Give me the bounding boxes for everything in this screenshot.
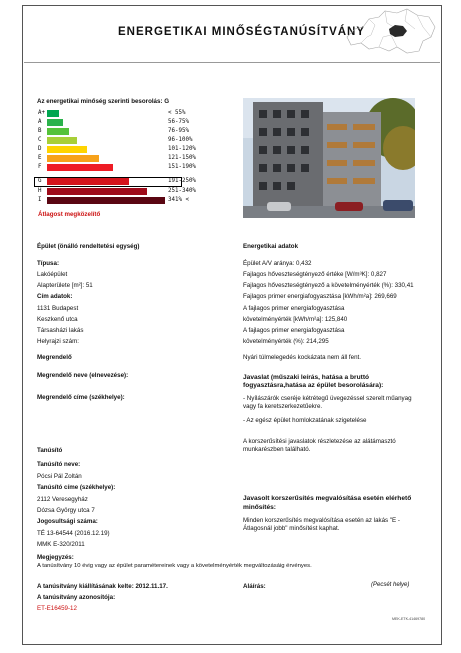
- summer-overheating-note: Nyári túlmelegedés kockázata nem áll fent.: [243, 354, 361, 361]
- proposal-heading: Javaslat (műszaki leírás, hatása a bruttó fogyasztásra,hatása az épület besorolására):: [243, 374, 384, 389]
- building-photo: [243, 98, 415, 218]
- address-line: Helyrajzi szám:: [37, 338, 79, 345]
- notes-text: A tanúsítvány 10 évig vagy az épület paramétereinek vagy a követelményérték megváltozásáig érvényes.: [37, 563, 312, 569]
- address-line: 1131 Budapest: [37, 305, 79, 312]
- rights-number: TÉ 13-64544 (2016.12.19): [37, 530, 110, 537]
- energy-line: követelményérték (%): 214,295: [243, 338, 329, 345]
- client-heading: Megrendelő: [37, 354, 72, 361]
- building-heading: Épület (önálló rendeltetési egység): [37, 243, 140, 250]
- class-label: G: [38, 178, 42, 184]
- class-label: B: [38, 128, 42, 134]
- certifier-address-line: 2112 Veresegyház: [37, 496, 88, 503]
- type-label: Típusa:: [37, 260, 60, 267]
- class-range: 96-100%: [168, 137, 193, 143]
- current-class-marker: [34, 177, 182, 187]
- class-range: 101-120%: [168, 146, 196, 152]
- class-range: 191-250%: [168, 178, 196, 184]
- certifier-address-line: Dózsa György utca 7: [37, 507, 95, 514]
- energy-line: A fajlagos primer energiafogyasztása: [243, 305, 345, 312]
- address-line: Társasházi lakás: [37, 327, 84, 334]
- class-range: 341% <: [168, 197, 189, 203]
- signature-label: Aláírás:: [243, 583, 266, 590]
- class-bar: [47, 137, 77, 144]
- class-bar: [47, 146, 87, 153]
- client-address-label: Megrendelő címe (székhelye):: [37, 394, 125, 401]
- certifier-name-label: Tanúsító neve:: [37, 461, 81, 468]
- type-value: Lakóépület: [37, 271, 68, 278]
- class-label: D: [38, 146, 42, 152]
- class-bar: [47, 164, 113, 171]
- class-range: 251-340%: [168, 188, 196, 194]
- class-range: 151-190%: [168, 164, 196, 170]
- class-bar: [47, 155, 99, 162]
- proposal-detail: A korszerűsítési javaslatok részletezése az alátámasztó munkarészben található.: [243, 438, 396, 453]
- class-label: E: [38, 155, 42, 161]
- address-line: Keszkenő utca: [37, 316, 78, 323]
- certifier-heading: Tanúsító: [37, 447, 63, 454]
- rating-note: Átlagost megközelítő: [38, 211, 101, 218]
- class-label: C: [38, 137, 42, 143]
- energy-heading: Energetikai adatok: [243, 243, 299, 250]
- energy-line: követelményérték [kWh/m²a]: 125,840: [243, 316, 348, 323]
- header-divider: [24, 62, 440, 63]
- class-label: H: [38, 188, 42, 194]
- class-bar: [47, 197, 165, 204]
- effect-heading: Javasolt korszerűsítés megvalósítása esetén elérhető minősítés:: [243, 495, 412, 511]
- energy-line: Fajlagos hőveszteségtényező a követelményérték (%): 330,41: [243, 282, 414, 289]
- class-label: I: [38, 197, 42, 203]
- class-label: F: [38, 164, 42, 170]
- energy-line: Fajlagos hőveszteségtényező értéke [W/m³K]: 0,827: [243, 271, 387, 278]
- class-range: 56-75%: [168, 119, 189, 125]
- notes-heading: Megjegyzés:: [37, 554, 74, 561]
- proposal-item: - Az egész épület homlokzatának szigetelése: [243, 417, 367, 424]
- class-range: 121-150%: [168, 155, 196, 161]
- client-name-label: Megrendelő neve (elnevezése):: [37, 372, 129, 379]
- stamp-placeholder: (Pecsét helye): [371, 582, 410, 588]
- class-bar: [47, 119, 63, 126]
- form-code: MEK-ETK-41469780: [392, 617, 426, 621]
- address-label: Cím adatok:: [37, 293, 73, 300]
- certifier-address-label: Tanúsító címe (székhelye):: [37, 484, 116, 491]
- class-bar: [47, 110, 59, 117]
- energy-line: Épület A/V aránya: 0,432: [243, 260, 312, 267]
- energy-line: Fajlagos primer energiafogyasztása [kWh/m²a]: 269,669: [243, 293, 397, 300]
- certificate-id: ET-E16459-12: [37, 605, 77, 612]
- hungary-map-icon: [345, 7, 437, 57]
- class-range: 76-95%: [168, 128, 189, 134]
- certifier-name: Pócsi Pál Zoltán: [37, 473, 82, 480]
- class-bar: [47, 188, 147, 195]
- energy-line: A fajlagos primer energiafogyasztása: [243, 327, 345, 334]
- rights-number: MMK E-320/2011: [37, 541, 85, 548]
- class-label: A: [38, 119, 42, 125]
- effect-text: Minden korszerűsítés megvalósítása esetén az lakás "E - Átlagosnál jobb" minősítést kaphat.: [243, 517, 400, 532]
- certificate-id-label: A tanúsítvány azonosítója:: [37, 594, 116, 601]
- rating-heading: Az energetikai minőség szerinti besorolás: G: [37, 98, 170, 105]
- floor-area: Alapterülete [m²]: 51: [37, 282, 93, 289]
- class-label: A+: [38, 110, 45, 116]
- proposal-item: - Nyílászárók cseréje kétrétegű üvegezéssel szerelt műanyag vagy fa keretszerkezetűekre.: [243, 395, 412, 410]
- document-title: ENERGETIKAI MINŐSÉGTANÚSÍTVÁNY: [118, 26, 366, 38]
- class-range: < 55%: [168, 110, 186, 116]
- rights-number-label: Jogosultsági száma:: [37, 518, 98, 525]
- issue-date: A tanúsítvány kiállításának kelte: 2012.11.17.: [37, 583, 168, 590]
- class-bar: [47, 128, 69, 135]
